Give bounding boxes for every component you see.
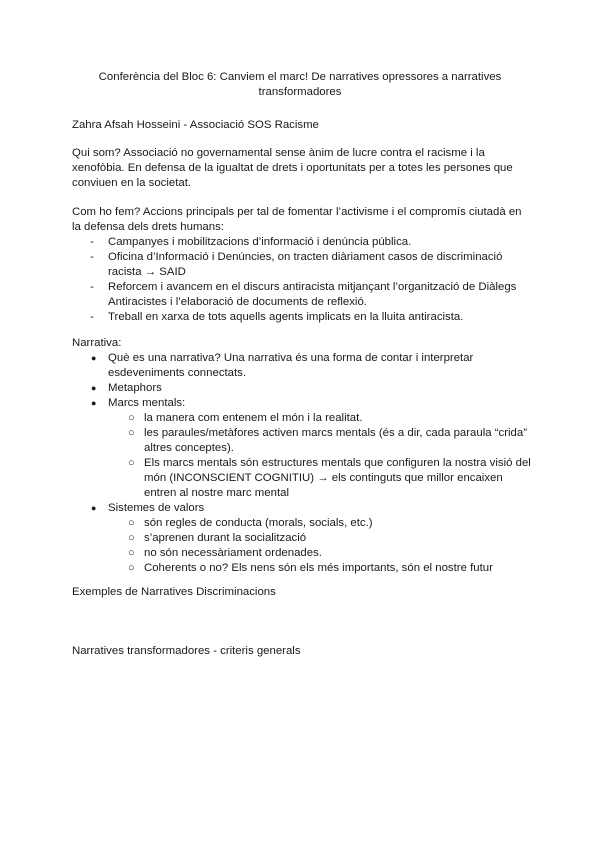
narrativa-section — [72, 336, 532, 576]
subitem-text: les paraules/metàfores activen marcs mentals (és a dir, cada paraula “crida” altres conceptes). — [144, 427, 528, 454]
how-item-text: Treball en xarxa de tots aquells agents implicats en la lluita antiracista. — [108, 311, 464, 323]
subitem-text: Els marcs mentals són estructures mentals que configuren la nostra visió del món (INCONSCIENT COGNITIU) → els continguts que millor encaixen entren al nostre marc mental — [144, 457, 531, 499]
bullet-marker: ● — [91, 383, 97, 393]
narrativa-list — [72, 351, 532, 576]
author-line: Zahra Afsah Hosseini - Associació SOS Racisme — [72, 119, 319, 131]
dash-marker: - — [90, 311, 94, 323]
transform-heading: Narratives transformadores - criteris generals — [72, 645, 301, 657]
bullet-marker: ● — [91, 353, 97, 363]
title-line-1: Conferència del Bloc 6: Canviem el marc! De narratives opressores a narratives — [98, 71, 502, 83]
marcs-sublist — [108, 411, 532, 501]
narrativa-item-text: Metaphors — [108, 382, 162, 394]
valors-subitem-3 — [108, 546, 532, 561]
sub-bullet-marker: ○ — [128, 457, 135, 469]
how-item-text: Reforcem i avancem en el discurs antiracista mitjançant l’organització de Diàlegs Antiracistes i l’elaboració de documents de reflexió. — [108, 281, 517, 308]
narrativa-item-3 — [72, 396, 532, 501]
how-item-text: Campanyes i mobilitzacions d’informació i denúncia pública. — [108, 236, 412, 248]
title-line-2: transformadores — [258, 86, 342, 98]
examples-heading: Exemples de Narratives Discriminacions — [72, 586, 276, 598]
sub-bullet-marker: ○ — [128, 427, 135, 439]
narrativa-item-1 — [72, 351, 532, 381]
dash-marker: - — [90, 281, 94, 293]
how-item-1 — [72, 235, 532, 250]
how-section — [72, 205, 532, 325]
marcs-subitem-3 — [108, 456, 532, 501]
sub-bullet-marker: ○ — [128, 412, 135, 424]
how-item-2 — [72, 250, 532, 280]
document-title — [72, 70, 528, 100]
narrativa-heading: Narrativa: — [72, 337, 122, 349]
subitem-text: no són necessàriament ordenades. — [144, 547, 322, 559]
sub-bullet-marker: ○ — [128, 547, 135, 559]
narrativa-item-4 — [72, 501, 532, 576]
how-item-3 — [72, 280, 532, 310]
how-list — [72, 235, 532, 325]
intro-paragraph: Qui som? Associació no governamental sense ànim de lucre contra el racisme i la xenofòbia. En defensa de la igualtat de drets i oportunitats per a totes les persones que conviuen en la societat. — [72, 147, 513, 189]
how-item-4 — [72, 310, 532, 325]
marcs-subitem-2 — [108, 426, 532, 456]
valors-subitem-4 — [108, 561, 532, 576]
dash-marker: - — [90, 236, 94, 248]
subitem-text: la manera com entenem el món i la realitat. — [144, 412, 363, 424]
sub-bullet-marker: ○ — [128, 532, 135, 544]
bullet-marker: ● — [91, 398, 97, 408]
narrativa-item-text: Sistemes de valors — [108, 502, 205, 514]
subitem-text: s’aprenen durant la socialització — [144, 532, 307, 544]
subitem-text: són regles de conducta (morals, socials, etc.) — [144, 517, 373, 529]
marcs-subitem-1 — [108, 411, 532, 426]
dash-marker: - — [90, 251, 94, 263]
subitem-text: Coherents o no? Els nens són els més importants, són el nostre futur — [144, 562, 493, 574]
valors-subitem-1 — [108, 516, 532, 531]
sub-bullet-marker: ○ — [128, 562, 135, 574]
valors-subitem-2 — [108, 531, 532, 546]
narrativa-item-text: Què es una narrativa? Una narrativa és una forma de contar i interpretar esdeveniments connectats. — [108, 352, 474, 379]
narrativa-item-text: Marcs mentals: — [108, 397, 186, 409]
bullet-marker: ● — [91, 503, 97, 513]
how-heading: Com ho fem? Accions principals per tal de fomentar l’activisme i el compromís ciutadà en la defensa dels drets humans: — [72, 206, 522, 233]
narrativa-item-2 — [72, 381, 532, 396]
how-item-text: Oficina d’Informació i Denúncies, on tracten diàriament casos de discriminació racista → SAID — [108, 251, 503, 278]
sub-bullet-marker: ○ — [128, 517, 135, 529]
valors-sublist — [108, 516, 532, 576]
